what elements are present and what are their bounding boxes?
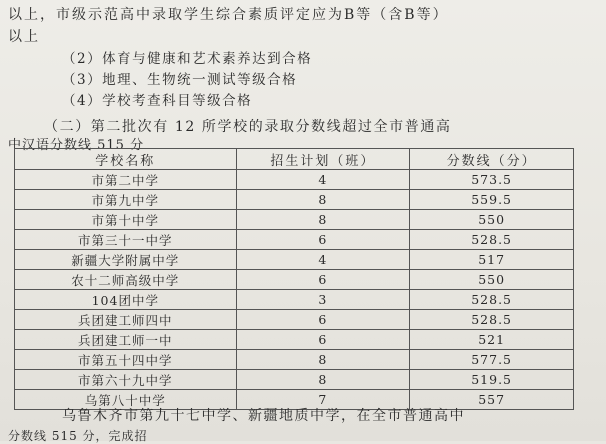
plan-cell: 8 [236,190,410,210]
plan-cell: 4 [236,250,410,270]
requirement-item-2: （2）体育与健康和艺术素养达到合格 [62,51,313,67]
table-row [15,250,574,270]
score-cell: 517 [410,250,574,270]
table-row [15,270,574,290]
table-header-row [15,149,574,170]
school-name-cell: 市第五十四中学 [15,350,237,370]
admission-score-table [14,148,574,410]
table-row [15,310,574,330]
plan-cell: 7 [236,390,410,410]
table-row [15,190,574,210]
school-name-cell: 104团中学 [15,290,237,310]
school-name-cell: 新疆大学附属中学 [15,250,237,270]
section-heading: （二）第二批次有 12 所学校的录取分数线超过全市普通高 [44,119,452,135]
school-name-cell: 市第九中学 [15,190,237,210]
footer-line-2: 分数线 515 分，完成招 [8,429,148,443]
school-name-cell: 市第六十九中学 [15,370,237,390]
school-name-cell: 市第二中学 [15,170,237,190]
plan-cell: 3 [236,290,410,310]
plan-cell: 6 [236,230,410,250]
plan-cell: 6 [236,330,410,350]
school-name-cell: 兵团建工师四中 [15,310,237,330]
score-cell: 550 [410,210,574,230]
requirement-item-3: （3）地理、生物统一测试等级合格 [62,72,298,88]
score-cell: 528.5 [410,290,574,310]
score-cell: 519.5 [410,370,574,390]
paragraph-line-1: 以上，市级示范高中录取学生综合素质评定应为B等（含B等） [8,7,449,23]
plan-cell: 6 [236,270,410,290]
school-name-cell: 农十二师高级中学 [15,270,237,290]
table-row [15,170,574,190]
plan-cell: 8 [236,210,410,230]
plan-cell: 8 [236,350,410,370]
table-row [15,210,574,230]
table-row [15,290,574,310]
score-cell: 528.5 [410,230,574,250]
plan-cell: 8 [236,370,410,390]
table-row [15,350,574,370]
school-name-cell: 市第三十一中学 [15,230,237,250]
table-row [15,370,574,390]
score-cell: 577.5 [410,350,574,370]
column-header-score: 分数线（分） [410,149,574,170]
section-heading-continued: 中汉语分数线 515 分 [8,138,145,153]
requirement-item-4: （4）学校考查科目等级合格 [62,93,253,109]
score-cell: 559.5 [410,190,574,210]
table-row [15,230,574,250]
plan-cell: 6 [236,310,410,330]
column-header-school: 学校名称 [15,149,237,170]
score-cell: 528.5 [410,310,574,330]
column-header-plan: 招生计划（班） [236,149,410,170]
score-cell: 550 [410,270,574,290]
footer-line-1: 乌鲁木齐市第九十七中学、新疆地质中学，在全市普通高中 [62,408,465,424]
score-cell: 557 [410,390,574,410]
school-name-cell: 兵团建工师一中 [15,330,237,350]
school-name-cell: 市第十中学 [15,210,237,230]
paragraph-line-2: 以上 [8,29,40,45]
score-cell: 521 [410,330,574,350]
score-cell: 573.5 [410,170,574,190]
school-name-cell: 乌第八十中学 [15,390,237,410]
table-row [15,330,574,350]
plan-cell: 4 [236,170,410,190]
